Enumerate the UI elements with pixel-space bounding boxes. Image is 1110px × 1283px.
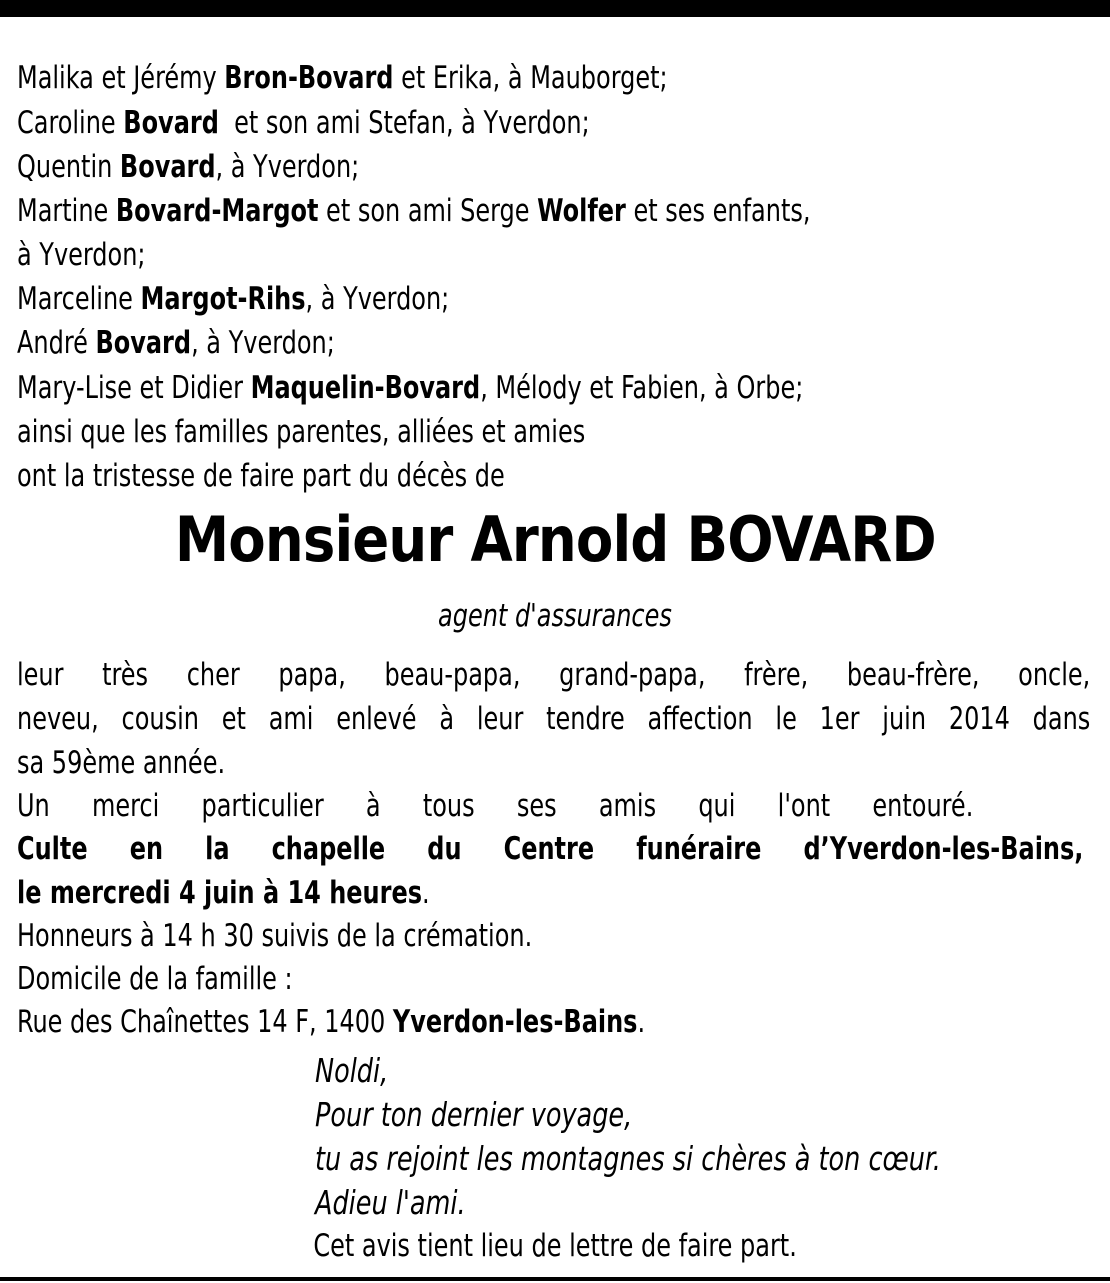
poem-line: Noldi, (315, 1051, 389, 1090)
honours-line: Honneurs à 14 h 30 suivis de la crémation. (17, 918, 533, 954)
domicile-label: Domicile de la famille : (17, 961, 293, 997)
family-line-4: Martine Bovard-Margot et son ami Serge Wolfer et ses enfants, (17, 193, 811, 229)
family-line-9: ainsi que les familles parentes, alliées et amies (17, 414, 586, 450)
poem (315, 1049, 941, 1225)
tribute-line-2: neveu, cousin et ami enlevé à leur tendre affection le 1er juin 2014 dans (17, 701, 1091, 737)
family-line-5: à Yverdon; (17, 237, 146, 273)
service-line-2: le mercredi 4 juin à 14 heures. (17, 875, 430, 911)
address-line: Rue des Chaînettes 14 F, 1400 Yverdon-les-Bains. (17, 1004, 646, 1040)
tribute-line-3: sa 59ème année. (17, 745, 226, 781)
poem-line: tu as rejoint les montagnes si chères à ton cœur. (315, 1139, 941, 1178)
top-border (0, 0, 1110, 17)
poem-line: Adieu l'ami. (315, 1183, 466, 1222)
tribute-line-1: leur très cher papa, beau-papa, grand-papa, frère, beau-frère, oncle, (17, 657, 1091, 693)
family-line-3: Quentin Bovard, à Yverdon; (17, 149, 360, 185)
bottom-border (0, 1277, 1110, 1281)
thanks-line: Un merci particulier à tous ses amis qui l'ont entouré. (17, 788, 974, 824)
family-line-6: Marceline Margot-Rihs, à Yverdon; (17, 281, 450, 317)
announcement-line: ont la tristesse de faire part du décès de (17, 458, 505, 494)
poem-line: Pour ton dernier voyage, (315, 1095, 633, 1134)
family-line-2: Caroline Bovard et son ami Stefan, à Yverdon; (17, 105, 590, 141)
family-line-8: Mary-Lise et Didier Maquelin-Bovard, Mélody et Fabien, à Orbe; (17, 370, 804, 406)
closing-note: Cet avis tient lieu de lettre de faire part. (313, 1228, 797, 1264)
deceased-name: Monsieur Arnold BOVARD (174, 503, 936, 576)
family-line-7: André Bovard, à Yverdon; (17, 325, 335, 361)
family-line-1: Malika et Jérémy Bron-Bovard et Erika, à Mauborget; (17, 60, 668, 96)
deceased-occupation: agent d'assurances (438, 598, 672, 634)
service-line-1: Culte en la chapelle du Centre funéraire d’Yverdon-les-Bains, (17, 831, 1084, 867)
